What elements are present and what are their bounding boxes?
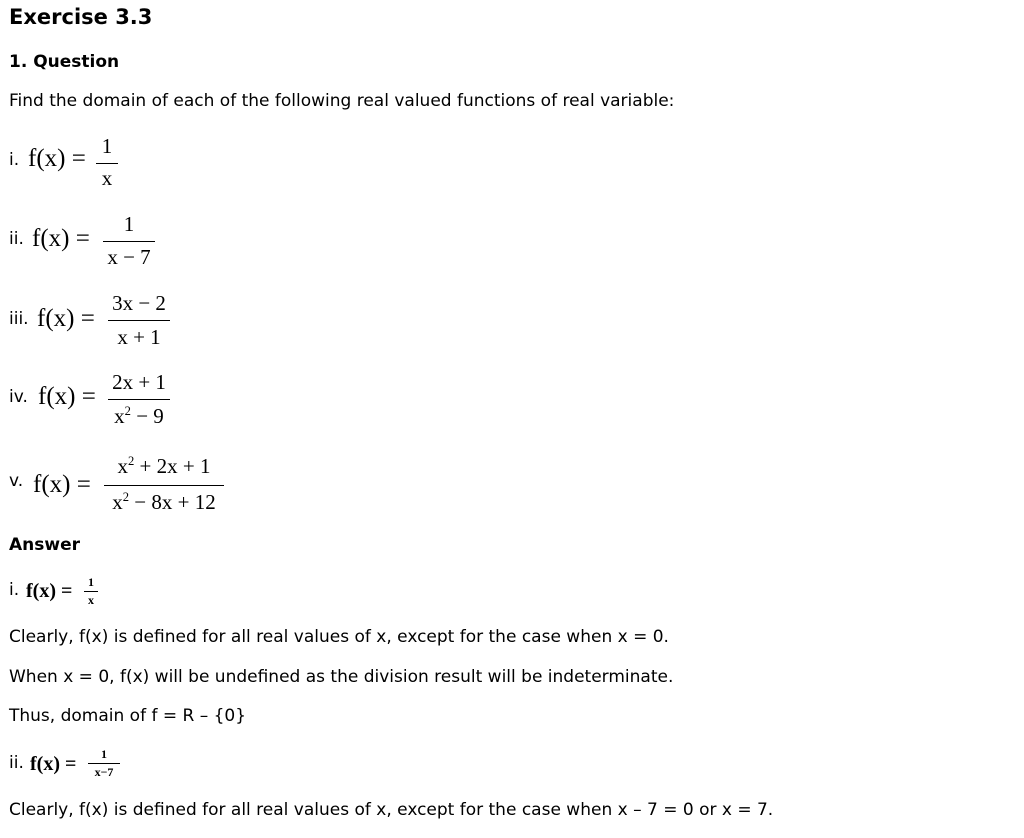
answer-line: Clearly, f(x) is defined for all real values of x, except for the case when x = 0. xyxy=(9,627,669,647)
fraction-bar xyxy=(96,163,118,164)
fraction-denominator: $x^2 - 8x + 12$ xyxy=(112,490,216,514)
fraction-bar xyxy=(84,591,98,592)
answer-label: i. xyxy=(9,580,20,600)
answer-heading: Answer xyxy=(9,535,80,555)
answer-function-lhs: f(x) = xyxy=(30,753,77,775)
fraction-bar xyxy=(108,320,170,321)
fraction-numerator: 1 xyxy=(101,134,113,158)
question-label: v. xyxy=(9,471,24,491)
answer-fraction xyxy=(88,747,120,781)
function-lhs: f(x) = xyxy=(38,383,96,410)
fraction xyxy=(104,454,224,516)
fraction-numerator: 1 xyxy=(123,212,135,236)
fraction-bar xyxy=(108,399,170,400)
answer-fraction xyxy=(84,575,98,609)
question-prompt: Find the domain of each of the following real valued functions of real variable: xyxy=(9,91,675,111)
answer-line: Clearly, f(x) is defined for all real values of x, except for the case when x – 7 = 0 or x = 7. xyxy=(9,800,774,820)
fraction-bar xyxy=(88,763,120,764)
fraction-bar xyxy=(104,485,224,486)
function-lhs: f(x) = xyxy=(28,145,86,172)
fraction-numerator: 3x − 2 xyxy=(112,291,166,315)
fraction xyxy=(108,370,170,430)
answer-function-lhs: f(x) = xyxy=(26,580,73,602)
fraction-denominator: $x^2 - 9$ xyxy=(114,404,164,428)
fraction xyxy=(103,212,155,270)
fraction-denominator: x xyxy=(88,593,94,607)
fraction xyxy=(108,291,170,349)
fraction-bar xyxy=(103,241,155,242)
question-label: ii. xyxy=(9,229,24,249)
answer-label: ii. xyxy=(9,753,24,773)
answer-line: Thus, domain of f = R – {0} xyxy=(9,706,247,726)
fraction-numerator: 1 xyxy=(88,575,94,589)
fraction-numerator: 1 xyxy=(101,747,107,761)
fraction-numerator: $x^2 + 2x + 1$ xyxy=(117,454,211,478)
fraction xyxy=(96,134,118,192)
fraction-numerator: 2x + 1 xyxy=(112,370,166,394)
question-heading: 1. Question xyxy=(9,52,120,72)
question-label: i. xyxy=(9,150,20,170)
question-label: iv. xyxy=(9,387,28,407)
function-lhs: f(x) = xyxy=(32,225,90,252)
fraction-denominator: x−7 xyxy=(94,765,114,779)
function-lhs: f(x) = xyxy=(37,305,95,332)
fraction-denominator: x xyxy=(101,166,113,190)
question-label: iii. xyxy=(9,309,29,329)
answer-line: When x = 0, f(x) will be undefined as the division result will be indeterminate. xyxy=(9,667,674,687)
function-lhs: f(x) = xyxy=(33,471,91,498)
fraction-denominator: x − 7 xyxy=(107,245,151,269)
fraction-denominator: x + 1 xyxy=(117,325,161,349)
page-title: Exercise 3.3 xyxy=(9,5,153,29)
